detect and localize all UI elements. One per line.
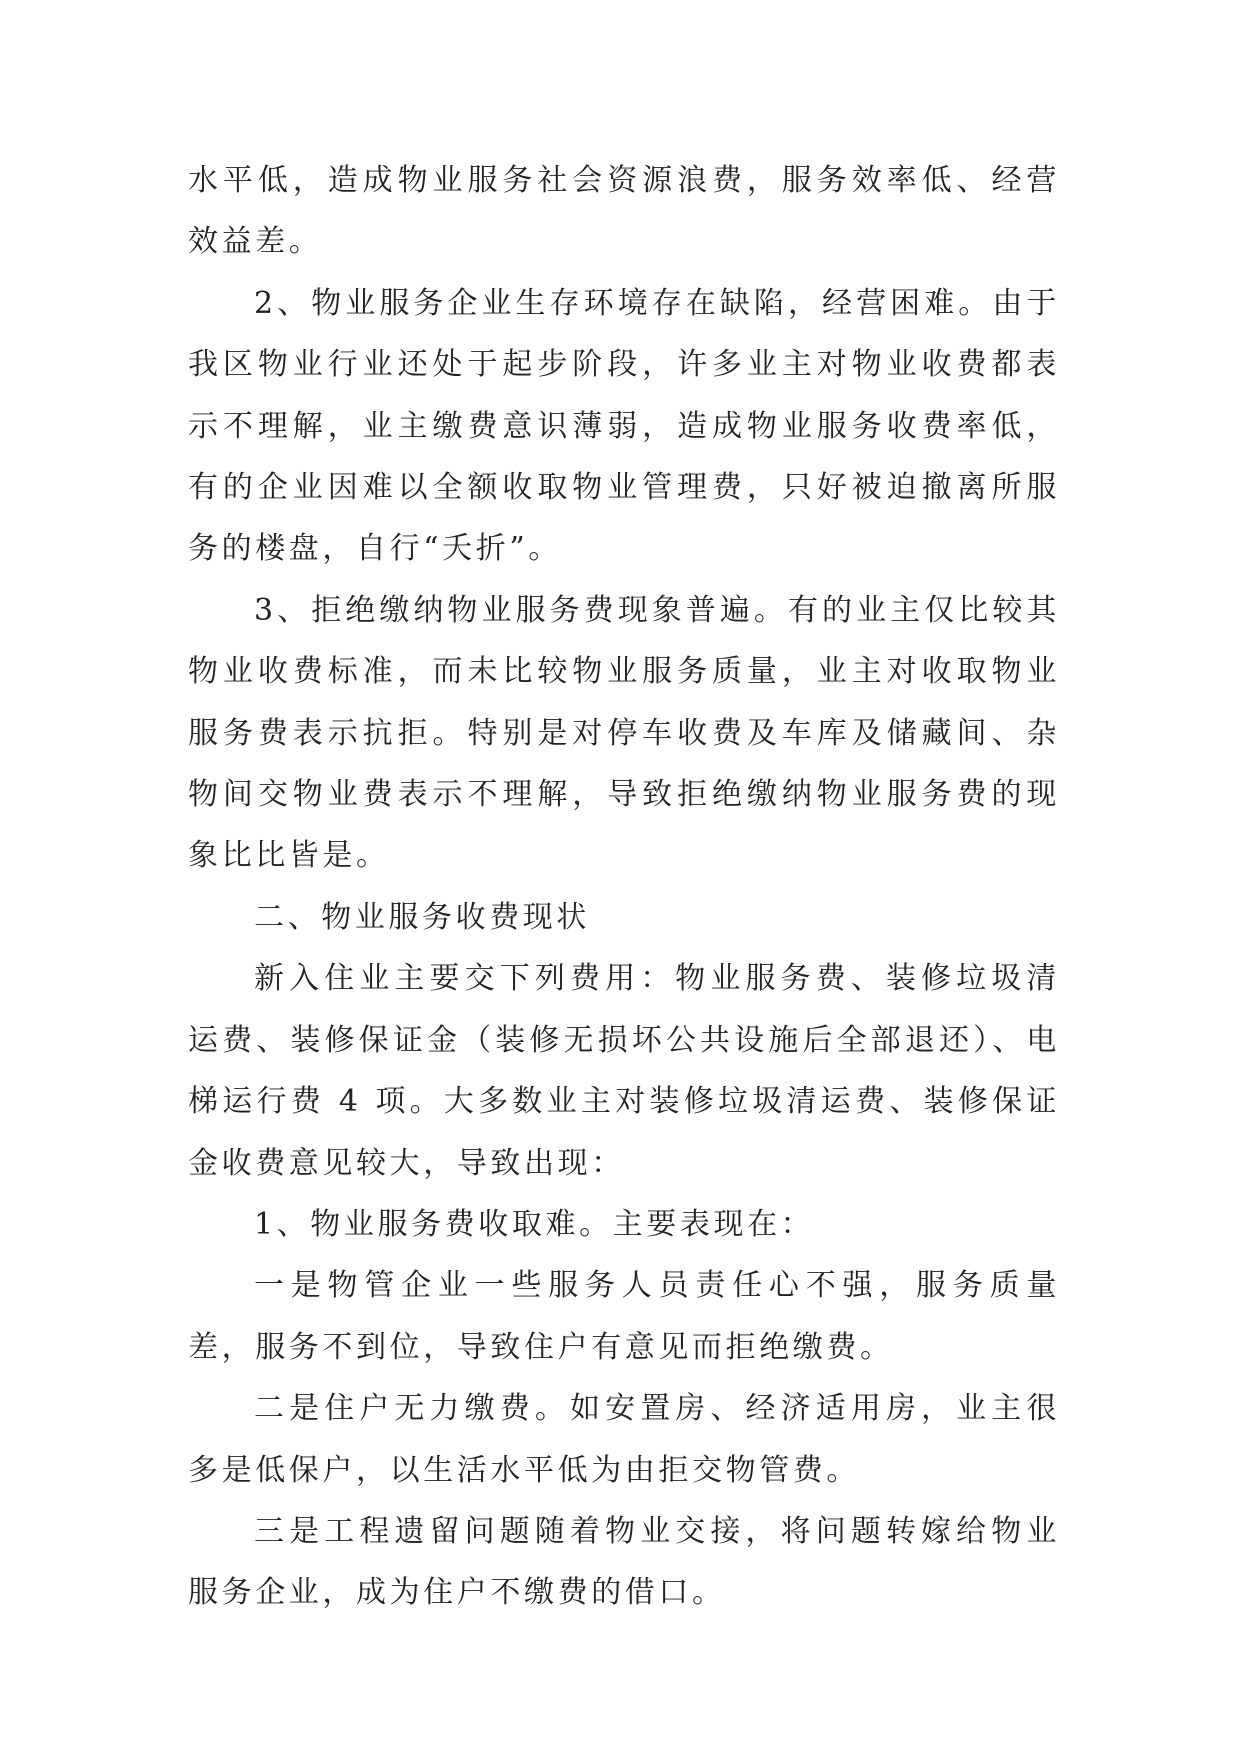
paragraph-subitem-1: 1、物业服务费收取难。主要表现在：: [254, 1206, 815, 1242]
section-heading-2: 二、物业服务收费现状: [254, 899, 590, 935]
document-body: [188, 150, 1060, 1624]
paragraph-continuation: 水平低，造成物业服务社会资源浪费，服务效率低、经营效益差。: [188, 163, 1060, 260]
paragraph-fees-intro: 新入住业主要交下列费用：物业服务费、装修垃圾清运费、装修保证金（装修无损坏公共设施后全部退还）、电梯运行费 4 项。大多数业主对装修垃圾清运费、装修保证金收费意见较大，导致出现：: [188, 961, 1060, 1181]
paragraph-point-one: 一是物管企业一些服务人员责任心不强，服务质量差，服务不到位，导致住户有意见而拒绝缴费。: [188, 1268, 1060, 1365]
paragraph-item-3: 3、拒绝缴纳物业服务费现象普遍。有的业主仅比较其物业收费标准，而未比较物业服务质量，业主对收取物业服务费表示抗拒。特别是对停车收费及车库及储藏间、杂物间交物业费表示不理解，导致拒绝缴纳物业服务费的现象比比皆是。: [188, 592, 1060, 874]
paragraph-point-two: 二是住户无力缴费。如安置房、经济适用房，业主很多是低保户，以生活水平低为由拒交物管费。: [188, 1391, 1060, 1488]
paragraph-point-three: 三是工程遗留问题随着物业交接，将问题转嫁给物业服务企业，成为住户不缴费的借口。: [188, 1513, 1060, 1611]
paragraph-item-2: 2、物业服务企业生存环境存在缺陷，经营困难。由于我区物业行业还处于起步阶段，许多业主对物业收费都表示不理解，业主缴费意识薄弱，造成物业服务收费率低，有的企业因难以全额收取物业管理费，只好被迫撤离所服务的楼盘，自行“夭折”。: [188, 285, 1060, 567]
